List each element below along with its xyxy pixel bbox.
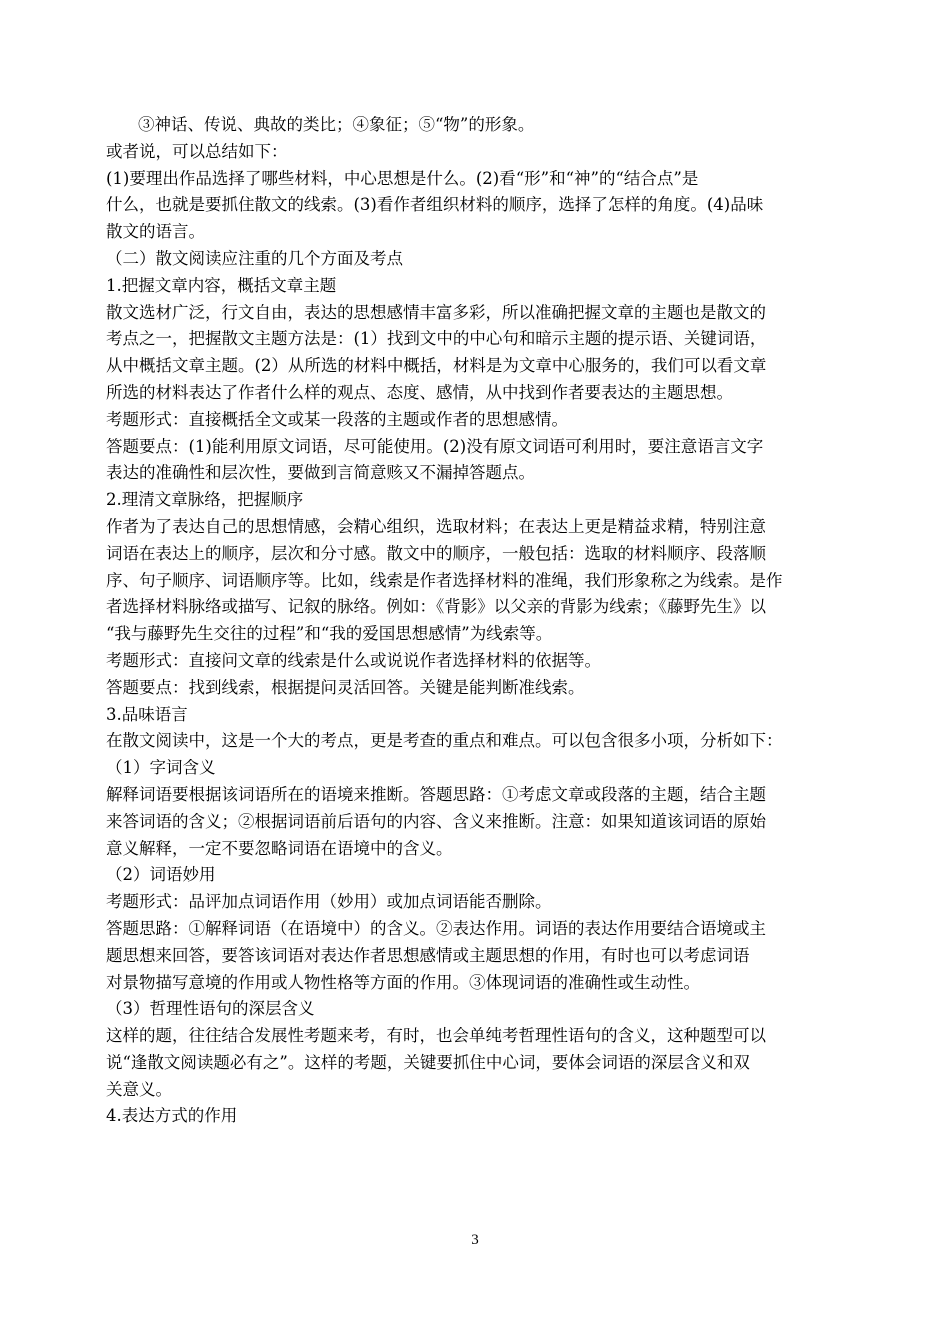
text-line: 散文的语言。 <box>106 222 205 242</box>
text-line: 这样的题，往往结合发展性考题来考，有时，也会单纯考哲理性语句的含义，这种题型可以 <box>106 1026 766 1046</box>
text-line: 对景物描写意境的作用或人物性格等方面的作用。③体现词语的准确性或生动性。 <box>106 972 700 992</box>
text-line: 来答词语的含义；②根据词语前后语句的内容、含义来推断。注意：如果知道该词语的原始 <box>106 811 766 831</box>
text-line: 考点之一，把握散文主题方法是：(1）找到文中的中心句和暗示主题的提示语、关键词语， <box>106 329 767 349</box>
text-line: 在散文阅读中，这是一个大的考点，更是考查的重点和难点。可以包含很多小项，分析如下： <box>106 731 783 751</box>
text-line: 散文选材广泛，行文自由，表达的思想感情丰富多彩，所以准确把握文章的主题也是散文的 <box>106 302 766 322</box>
item-heading: （3）哲理性语句的深层含义 <box>106 999 315 1019</box>
item-heading: （1）字词含义 <box>106 758 216 778</box>
text-line: 词语在表达上的顺序，层次和分寸感。散文中的顺序，一般包括：选取的材料顺序、段落顺 <box>106 543 766 563</box>
text-line: 作者为了表达自己的思想情感，会精心组织，选取材料；在表达上更是精益求精，特别注意 <box>106 516 766 536</box>
subsection-heading: 1.把握文章内容，概括文章主题 <box>106 275 337 295</box>
text-line: 答题要点：(1)能利用原文词语，尽可能使用。(2)没有原文词语可利用时，要注意语言文字 <box>106 436 764 456</box>
text-line: 说“逢散文阅读题必有之”。这样的考题，关键要抓住中心词，要体会词语的深层含义和双 <box>106 1052 750 1072</box>
text-line: 关意义。 <box>106 1079 172 1099</box>
text-line: 序、句子顺序、词语顺序等。比如，线索是作者选择材料的准绳，我们形象称之为线索。是作 <box>106 570 783 590</box>
subsection-heading: 2.理清文章脉络，把握顺序 <box>106 490 304 510</box>
subsection-heading: 4.表达方式的作用 <box>106 1106 238 1126</box>
text-line: “我与藤野先生交往的过程”和“我的爱国思想感情”为线索等。 <box>106 624 553 644</box>
subsection-heading: 3.品味语言 <box>106 704 188 724</box>
text-line: 考题形式：直接问文章的线索是什么或说说作者选择材料的依据等。 <box>106 650 601 670</box>
text-line: 题思想来回答，要答该词语对表达作者思想感情或主题思想的作用，有时也可以考虑词语 <box>106 945 750 965</box>
section-heading: （二）散文阅读应注重的几个方面及考点 <box>106 248 403 268</box>
text-line: 者选择材料脉络或描写、记叙的脉络。例如：《背影》以父亲的背影为线索；《藤野先生》以 <box>106 597 766 617</box>
document-body <box>106 112 850 1130</box>
text-line: 解释词语要根据该词语所在的语境来推断。答题思路：①考虑文章或段落的主题，结合主题 <box>106 784 766 804</box>
text-line: 考题形式：品评加点词语作用（妙用）或加点词语能否删除。 <box>106 892 552 912</box>
text-line: (1)要理出作品选择了哪些材料，中心思想是什么。(2)看“形”和“神”的“结合点”是 <box>106 168 699 188</box>
text-line: ③神话、传说、典故的类比；④象征；⑤“物”的形象。 <box>138 115 535 134</box>
text-line: 意义解释，一定不要忽略词语在语境中的含义。 <box>106 838 453 858</box>
text-line: 答题思路：①解释词语（在语境中）的含义。②表达作用。词语的表达作用要结合语境或主 <box>106 918 766 938</box>
page-number: 3 <box>471 1232 479 1248</box>
text-line: 所选的材料表达了作者什么样的观点、态度、感情，从中找到作者要表达的主题思想。 <box>106 382 733 402</box>
text-line: 考题形式：直接概括全文或某一段落的主题或作者的思想感情。 <box>106 409 568 429</box>
text-line: 从中概括文章主题。(2）从所选的材料中概括，材料是为文章中心服务的，我们可以看文章 <box>106 356 767 376</box>
text-line: 或者说，可以总结如下： <box>106 141 288 161</box>
text-line: 答题要点：找到线索，根据提问灵活回答。关键是能判断准线索。 <box>106 677 585 697</box>
item-heading: （2）词语妙用 <box>106 865 216 885</box>
text-line: 表达的准确性和层次性，要做到言简意赅又不漏掉答题点。 <box>106 463 535 483</box>
text-line: 什么，也就是要抓住散文的线索。(3)看作者组织材料的顺序，选择了怎样的角度。(4)品味 <box>106 195 764 215</box>
